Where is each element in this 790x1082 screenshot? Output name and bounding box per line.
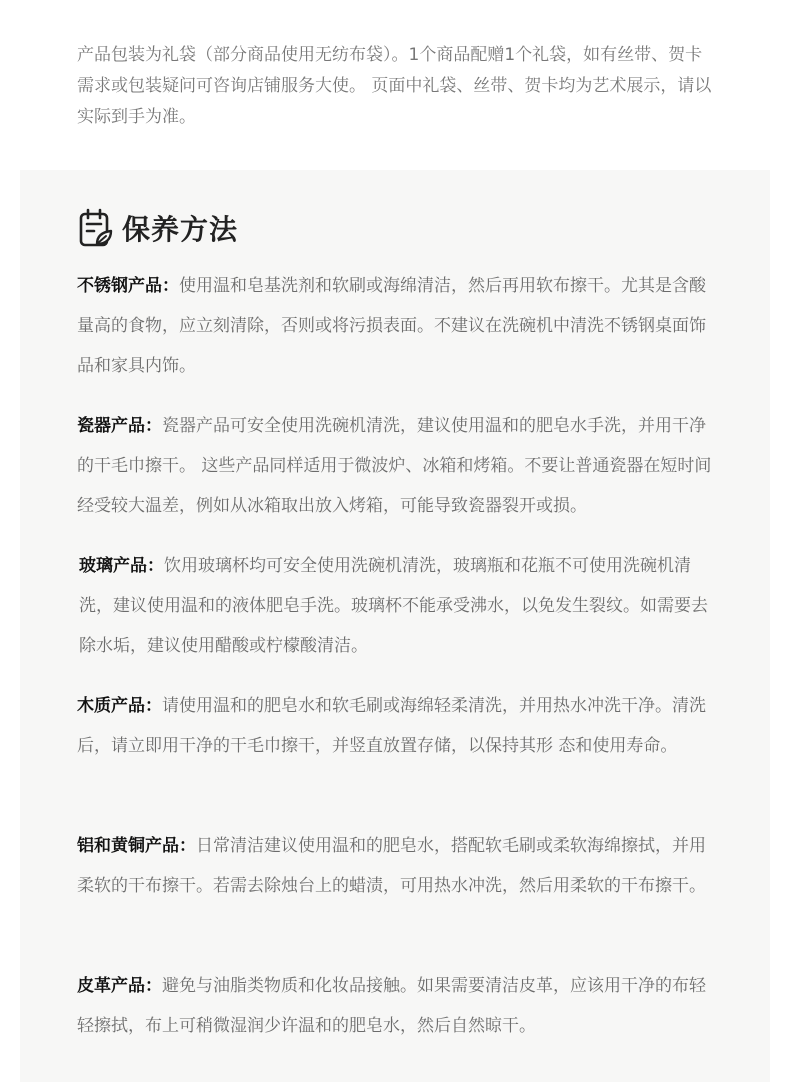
care-section-stainless-steel [77, 266, 717, 386]
care-section-aluminum-brass [77, 826, 717, 906]
section-text: 避免与油脂类物质和化妆品接触。如果需要清洁皮革，应该用干净的布轻轻擦拭，布上可稍微湿润少许温和的肥皂水，然后自然晾干。 [77, 976, 706, 1036]
care-title: 保养方法 [122, 213, 239, 246]
care-section-wood [77, 686, 717, 766]
section-label: 皮革产品： [77, 976, 162, 996]
section-label: 木质产品： [77, 696, 162, 716]
section-label: 铝和黄铜产品： [77, 836, 196, 856]
section-text: 日常清洁建议使用温和的肥皂水，搭配软毛刷或柔软海绵擦拭，并用柔软的干布擦干。若需去除烛台上的蜡渍，可用热水冲洗，然后用柔软的干布擦干。 [77, 836, 706, 896]
care-section-leather [77, 966, 717, 1046]
care-instructions-card [20, 170, 770, 1082]
section-text: 饮用玻璃杯均可安全使用洗碗机清洗，玻璃瓶和花瓶不可使用洗碗机清洗，建议使用温和的液体肥皂手洗。玻璃杯不能承受沸水，以免发生裂纹。如需要去除水垢，建议使用醋酸或柠檬酸清洁。 [79, 556, 708, 656]
section-label: 瓷器产品： [77, 416, 162, 436]
packaging-note: 产品包装为礼袋（部分商品使用无纺布袋）。1个商品配赠1个礼袋，如有丝带、贺卡需求或包装疑问可咨询店铺服务大使。 页面中礼袋、丝带、贺卡均为艺术展示，请以实际到手为准。 [77, 45, 712, 127]
care-notes-icon [78, 208, 114, 248]
care-heading [78, 208, 238, 248]
care-section-glass [79, 546, 719, 666]
care-section-porcelain [77, 406, 717, 526]
section-text: 请使用温和的肥皂水和软毛刷或海绵轻柔清洗，并用热水冲洗干净。清洗后，请立即用干净的干毛巾擦干，并竖直放置存储，以保持其形 态和使用寿命。 [77, 696, 706, 756]
section-text: 瓷器产品可安全使用洗碗机清洗，建议使用温和的肥皂水手洗，并用干净的干毛巾擦干。 这些产品同样适用于微波炉、冰箱和烤箱。不要让普通瓷器在短时间经受较大温差，例如从冰箱取出放入烤箱，可能导致瓷器裂开或损。 [77, 416, 712, 516]
section-text: 使用温和皂基洗剂和软刷或海绵清洁，然后再用软布擦干。尤其是含酸量高的食物，应立刻清除，否则或将污损表面。不建议在洗碗机中清洗不锈钢桌面饰品和家具内饰。 [77, 276, 706, 376]
section-label: 不锈钢产品： [77, 276, 179, 296]
section-label: 玻璃产品： [79, 556, 164, 576]
